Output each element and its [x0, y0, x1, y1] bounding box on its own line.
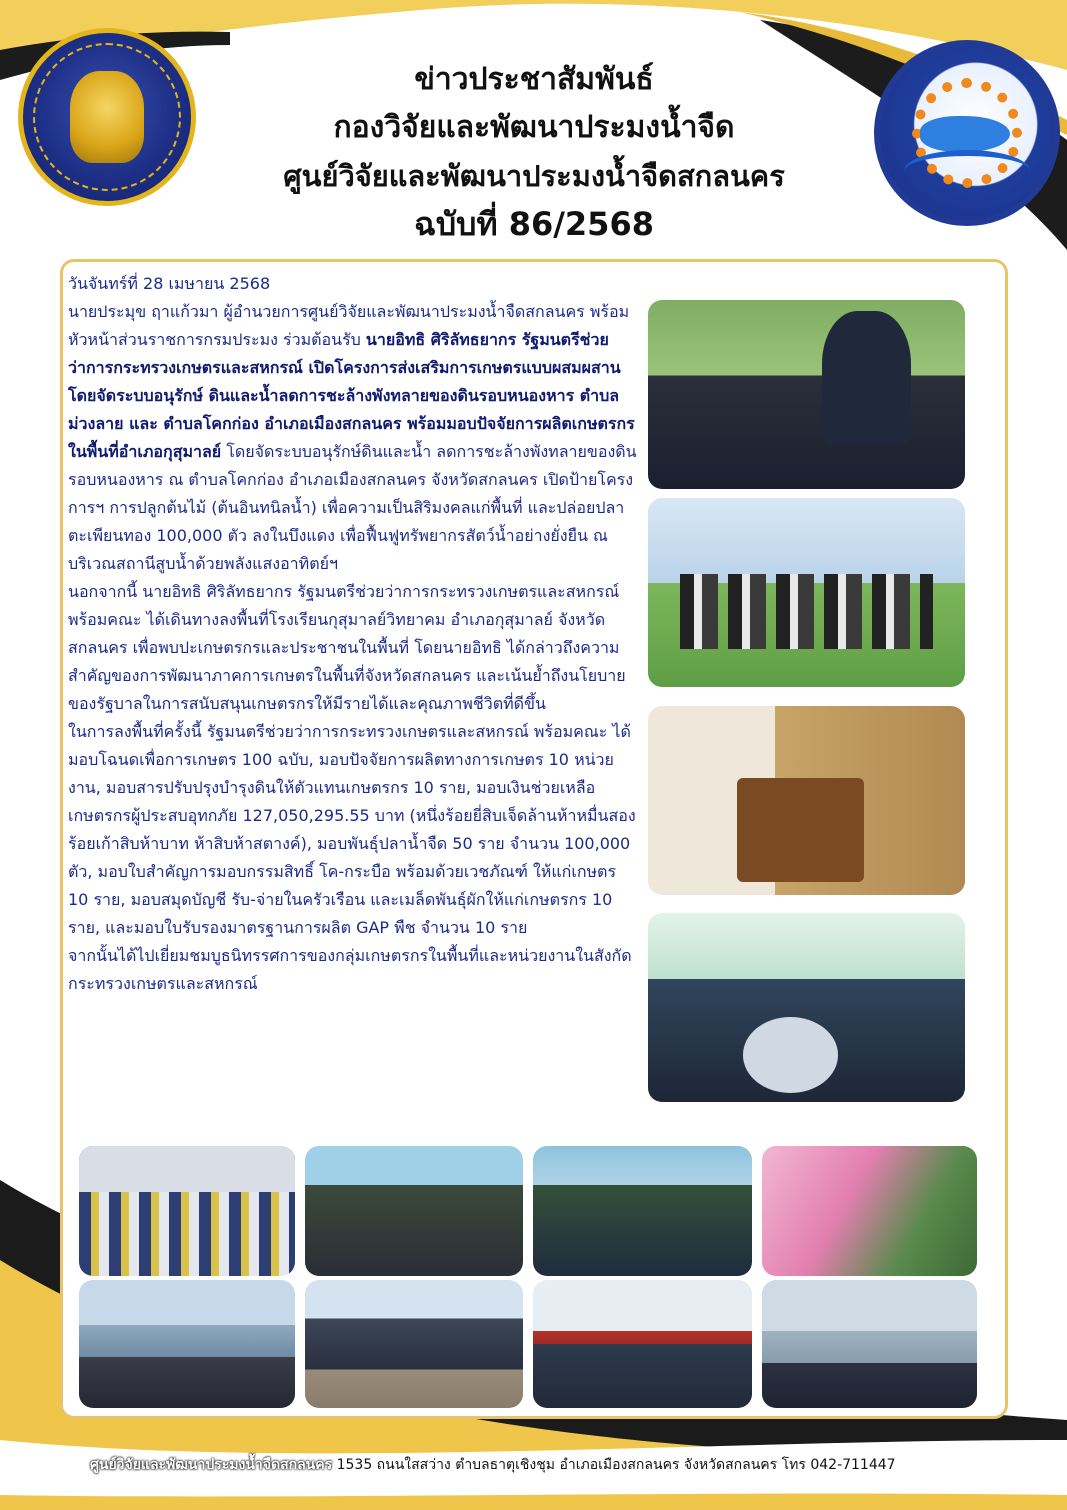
page-header: [200, 56, 868, 248]
wave-icon: [904, 150, 1030, 192]
photo-farmers: [762, 1146, 977, 1276]
fish-icon: [920, 116, 1010, 152]
footer-address: [90, 1454, 990, 1476]
department-of-fisheries-logo: [18, 28, 196, 206]
photo-project-sign: [533, 1280, 752, 1408]
footer-center-name: ศูนย์วิจัยและพัฒนาประมงน้ำจืดสกลนคร: [90, 1457, 333, 1473]
article-date: วันจันทร์ที่ 28 เมษายน 2568: [68, 274, 271, 293]
photo-fish-release-lake: [762, 1280, 977, 1408]
article-paragraph-2: นอกจากนี้ นายอิทธิ ศิริลัทธยากร รัฐมนตรีช่วยว่าการกระทรวงเกษตรและสหกรณ์ พร้อมคณะ ได้เดินทางลงพื้นที่โรงเรียนกุสุมาลย์วิทยาคม อำเภอกุสุมาลย์ จังหวัดสกลนคร เพื่อพบปะเกษตรกรและประชาชนในพื้นที่ โดยนายอิทธิ ได้กล่าวถึงความสำคัญของการพัฒนาภาคการเกษตรในพื้นที่จังหวัดสกลนคร และเน้นย้ำถึงนโยบายของรัฐบาลในการสนับสนุนเกษตรกรให้มีรายได้และคุณภาพชีวิตที่ดีขึ้น: [68, 582, 626, 713]
article-p1-intro: นายประมุข ฤาแก้วมา ผู้อำนวยการศูนย์วิจัยและพัฒนาประมงน้ำจืดสกลนคร พร้อมหัวหน้าส่วนราชการกรมประมง ร่วมต้อนรับ: [68, 302, 630, 349]
freshwater-fisheries-division-logo: [874, 40, 1060, 226]
emblem-icon: [70, 71, 144, 163]
photo-booth-visit: [305, 1146, 523, 1276]
photo-minister-speech: [648, 300, 965, 489]
article-p1-bold: นายอิทธิ ศิริลัทธยากร รัฐมนตรีช่วยว่าการกระทรวงเกษตรและสหกรณ์ เปิดโครงการส่งเสริมการเกษตรแบบผสมผสานโดยจัดระบบอนุรักษ์ ดินและน้ำลดการชะล้างพังทลายของดินรอบหนองหาร ตำบลม่วงลาย และ ตำบลโคกก่อง อำเภอเมืองสกลนคร พร้อมมอบปัจจัยการผลิตเกษตรกรในพื้นที่อำเภอกุสุมาลย์: [68, 330, 635, 461]
article-p1-rest: โดยจัดระบบอนุรักษ์ดินและน้ำ ลดการชะล้างพังทลายของดินรอบหนองหาร ณ ตำบลโคกก่อง อำเภอเมืองสกลนคร จังหวัดสกลนคร เปิดป้ายโครงการฯ การปลูกต้นไม้ (ต้นอินทนิลน้ำ) เพื่อความเป็นสิริมงคลแก่พื้นที่ และปล่อยปลาตะเพียนทอง 100,000 ตัว ลงในบึงแดง เพื่อฟื้นฟูทรัพยากรสัตว์น้ำอย่างยั่งยืน ณ บริเวณสถานีสูบน้ำด้วยพลังแสงอาทิตย์ฯ: [68, 442, 637, 573]
article-paragraph-4: จากนั้นได้ไปเยี่ยมชมบูธนิทรรศการของกลุ่มเกษตรกรในพื้นที่และหน่วยงานในสังกัดกระทรวงเกษตรและสหกรณ์: [68, 946, 632, 993]
photo-fish-distribution: [533, 1146, 752, 1276]
article-paragraph-3: ในการลงพื้นที่ครั้งนี้ รัฐมนตรีช่วยว่าการกระทรวงเกษตรและสหกรณ์ พร้อมคณะ ได้มอบโฉนดเพื่อการเกษตร 100 ฉบับ, มอบปัจจัยการผลิตทางการเกษตร 10 หน่วยงาน, มอบสารปรับปรุงบำรุงดินให้ตัวแทนเกษตรกร 10 ราย, มอบเงินช่วยเหลือเกษตรกรผู้ประสบอุทกภัย 127,050,295.55 บาท (หนึ่งร้อยยี่สิบเจ็ดล้านห้าหมื่นสองร้อยเก้าสิบห้าบาท ห้าสิบห้าสตางค์), มอบพันธุ์ปลาน้ำจืด 50 ราย จำนวน 100,000 ตัว, มอบใบสำคัญการมอบกรรมสิทธิ์ โค-กระบือ พร้อมด้วยเวชภัณฑ์ ให้แก่เกษตร 10 ราย, มอบสมุดบัญชี รับ-จ่ายในครัวเรือน และเมล็ดพันธุ์ผักให้แก่เกษตรกร 10 ราย, และมอบใบรับรองมาตรฐานการผลิต GAP พืช จำนวน 10 ราย: [68, 722, 636, 937]
photo-fish-handover: [648, 913, 965, 1102]
news-article: [68, 270, 640, 998]
photo-lakeside-group: [79, 1280, 295, 1408]
photo-fish-release-boxes: [305, 1280, 523, 1408]
photo-audience: [79, 1146, 295, 1276]
header-title: ข่าวประชาสัมพันธ์: [414, 62, 654, 97]
header-division: กองวิจัยและพัฒนาประมงน้ำจืด: [333, 110, 735, 145]
photo-podium-address: [648, 706, 965, 895]
photo-group-ceremony: [648, 498, 965, 687]
header-center: ศูนย์วิจัยและพัฒนาประมงน้ำจืดสกลนคร: [283, 159, 785, 193]
article-paragraph-1: [68, 298, 640, 578]
footer-address-text: 1535 ถนนใสสว่าง ตำบลธาตุเชิงชุม อำเภอเมืองสกลนคร จังหวัดสกลนคร โทร 042-711447: [332, 1457, 896, 1473]
header-issue-number: ฉบับที่ 86/2568: [414, 205, 654, 243]
